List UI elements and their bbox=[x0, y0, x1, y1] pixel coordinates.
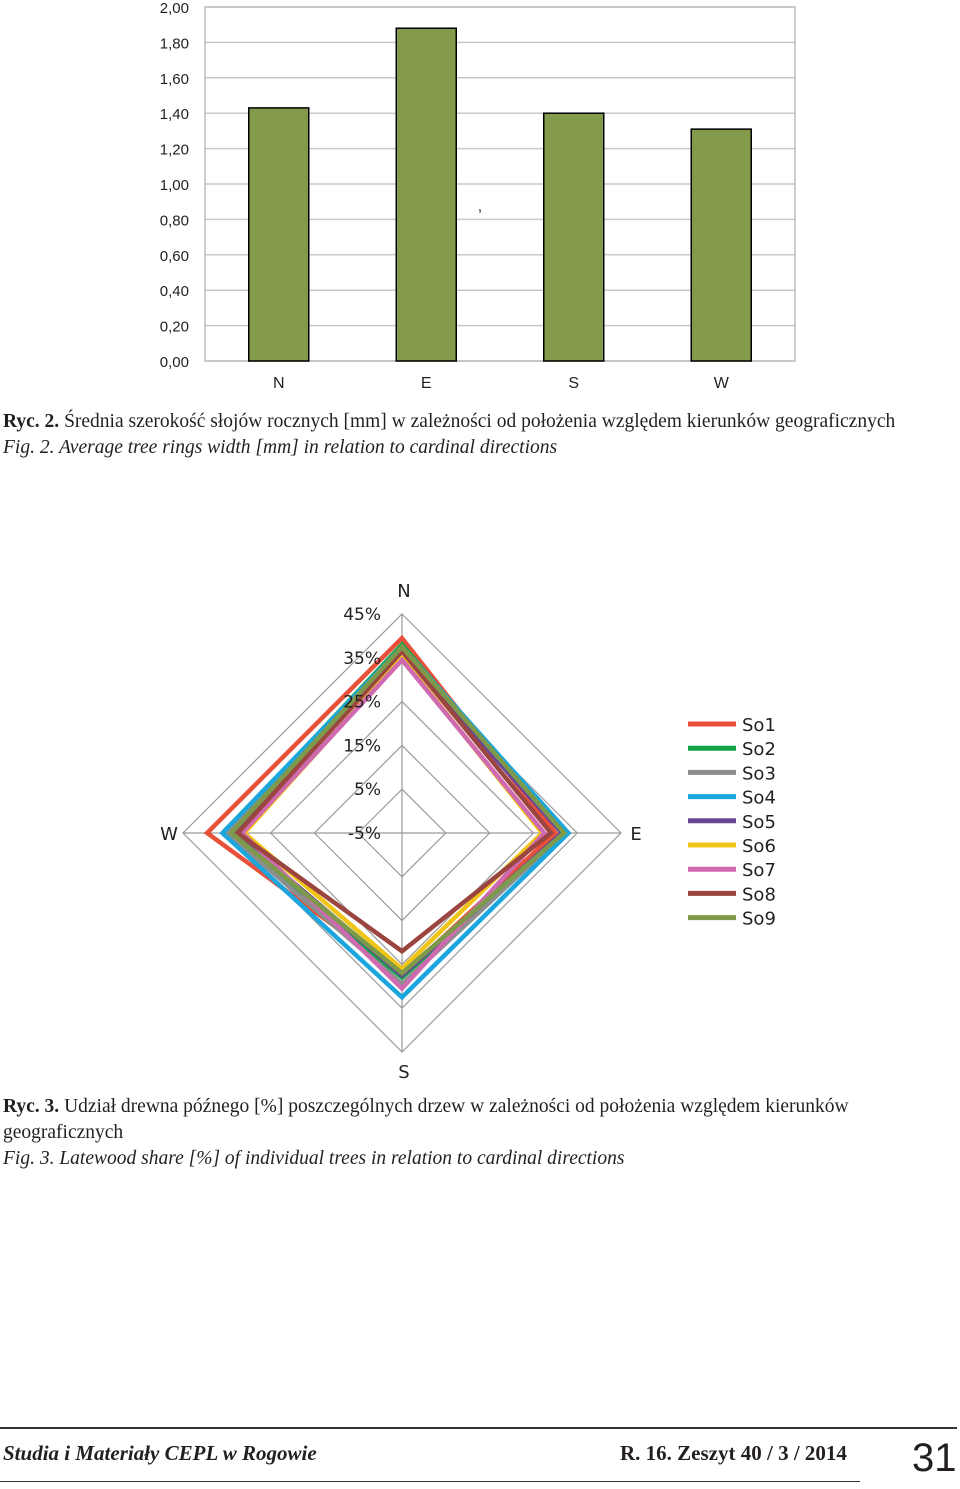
legend-label-So8: So8 bbox=[742, 884, 776, 906]
radar-tick-label: 5% bbox=[354, 780, 381, 801]
radar-series-So3 bbox=[227, 648, 564, 984]
bar-E bbox=[396, 28, 456, 361]
bar-x-tick-label: N bbox=[272, 375, 285, 392]
bar-x-tick-label: W bbox=[713, 375, 729, 392]
bar-W bbox=[691, 129, 751, 361]
journal-name: Studia i Materiały CEPL w Rogowie bbox=[3, 1441, 317, 1465]
bar-y-tick-label: 0,60 bbox=[159, 247, 189, 265]
issue-info: R. 16. Zeszyt 40 / 3 / 2014 bbox=[620, 1441, 847, 1465]
legend-label-So7: So7 bbox=[742, 860, 776, 882]
bar-y-tick-label: 1,60 bbox=[159, 70, 189, 88]
bar-y-tick-label: 0,20 bbox=[159, 318, 189, 336]
radar-series-So5 bbox=[236, 653, 562, 975]
radar-tick-label: 15% bbox=[343, 736, 381, 757]
radar-tick-label: 25% bbox=[343, 692, 381, 713]
bar-y-tick-label: 0,80 bbox=[159, 212, 189, 230]
legend-label-So5: So5 bbox=[742, 811, 776, 833]
bar-y-tick-label: 1,20 bbox=[159, 141, 189, 159]
legend-label-So6: So6 bbox=[742, 836, 776, 857]
figure-2-caption-en: Fig. 2. Average tree rings width [mm] in relation to cardinal directions bbox=[3, 437, 558, 458]
radar-series-So7 bbox=[242, 660, 544, 989]
bar-y-tick-label: 0,40 bbox=[159, 283, 189, 301]
figure-3-caption-pl: Udział drewna późnego [%] poszczególnych drzew w zależności od położenia względem kierunków geograficznych bbox=[3, 1096, 849, 1143]
bar-S bbox=[544, 113, 604, 361]
bar-x-tick-label: E bbox=[420, 375, 432, 392]
radar-tick-label: 35% bbox=[343, 648, 381, 669]
legend-label-So9: So9 bbox=[742, 908, 776, 930]
radar-axis-label: N bbox=[397, 581, 411, 602]
figure-3-label: Ryc. 3. bbox=[3, 1096, 60, 1117]
radar-series-So9 bbox=[231, 647, 564, 973]
legend-label-So3: So3 bbox=[742, 763, 776, 785]
bar-chart bbox=[0, 0, 960, 400]
legend-label-So4: So4 bbox=[742, 787, 776, 809]
footer-underline bbox=[0, 1481, 860, 1482]
legend-label-So2: So2 bbox=[742, 739, 776, 761]
footer-rule bbox=[0, 1427, 957, 1429]
page-number: 31 bbox=[912, 1436, 957, 1480]
bar-x-tick-label: S bbox=[568, 375, 580, 392]
bar-y-tick-label: 1,40 bbox=[159, 106, 189, 124]
radar-tick-label: 45% bbox=[343, 605, 381, 625]
bar-N bbox=[249, 108, 309, 361]
bar-y-tick-label: 2,00 bbox=[159, 0, 189, 17]
bar-y-tick-label: 0,00 bbox=[159, 354, 189, 371]
radar-tick-label: -5% bbox=[347, 824, 381, 844]
radar-series-So6 bbox=[244, 658, 542, 969]
figure-2-caption-pl: Średnia szerokość słojów rocznych [mm] w zależności od położenia względem kierunków geograficznych bbox=[59, 411, 896, 432]
radar-axis-label: S bbox=[398, 1062, 410, 1083]
bar-y-tick-label: 1,00 bbox=[159, 177, 189, 194]
radar-chart bbox=[0, 570, 960, 1090]
figure-3-caption-en: Fig. 3. Latewood share [%] of individual trees in relation to cardinal directions bbox=[3, 1148, 625, 1169]
radar-axis-label: E bbox=[630, 824, 642, 845]
figure-2-label: Ryc. 2. bbox=[3, 411, 60, 432]
stray-mark: , bbox=[477, 198, 483, 215]
figure-2-caption bbox=[3, 409, 960, 461]
figure-3-caption bbox=[3, 1094, 960, 1172]
bar-y-tick-label: 1,80 bbox=[159, 35, 189, 53]
legend-label-So1: So1 bbox=[742, 715, 776, 736]
radar-axis-label: W bbox=[160, 824, 178, 845]
